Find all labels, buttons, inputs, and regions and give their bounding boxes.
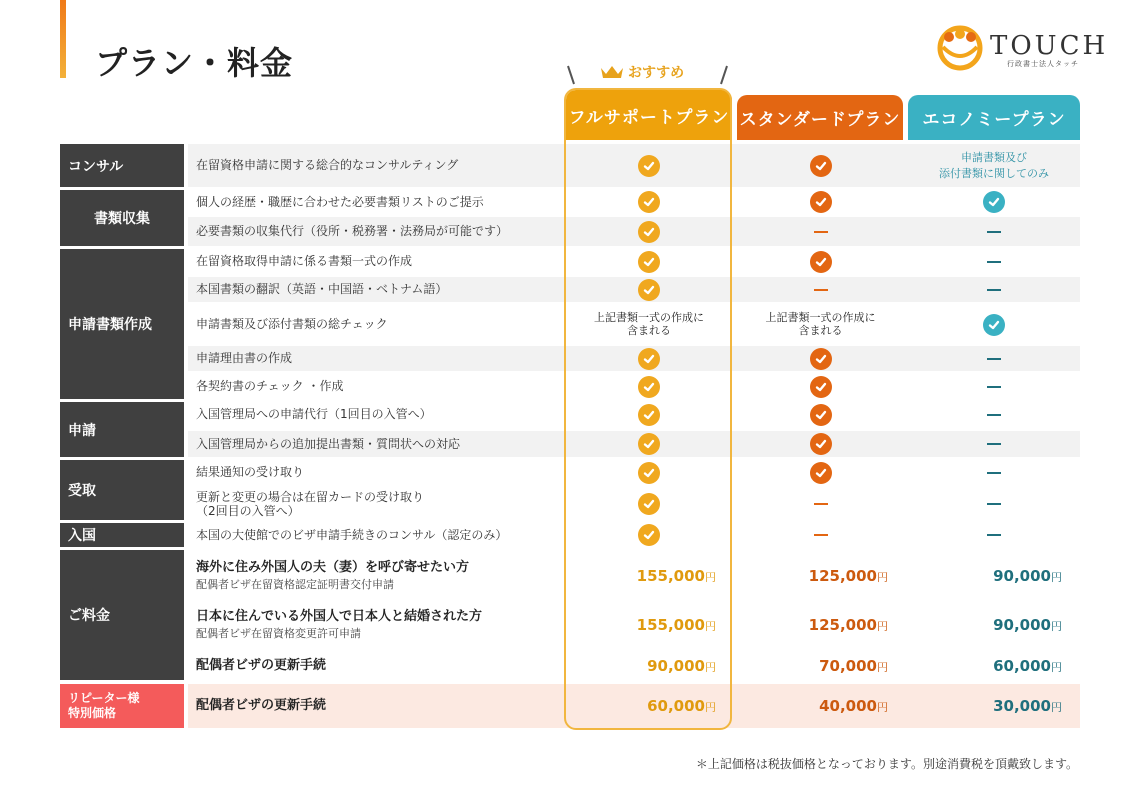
fee-row <box>188 602 1080 647</box>
cell-eco <box>908 431 1080 457</box>
cell-std <box>735 249 906 274</box>
cell-full <box>564 374 734 399</box>
dash-icon <box>987 231 1001 233</box>
price-eco <box>908 697 1080 715</box>
price-value: 30,000 <box>993 697 1051 715</box>
table-row <box>188 402 1080 427</box>
cell-full <box>564 431 734 457</box>
price-value: 60,000 <box>647 697 705 715</box>
plan-header-standard: スタンダードプラン <box>737 95 903 140</box>
price-value: 60,000 <box>993 657 1051 675</box>
cell-std <box>735 374 906 399</box>
table-row <box>188 431 1080 457</box>
touch-logo-icon <box>935 25 985 71</box>
price-std <box>735 567 906 585</box>
cell-std <box>735 190 906 214</box>
dash-icon <box>987 386 1001 388</box>
row-description: 入国管理局からの追加提出書類・質問状への対応 <box>196 436 461 451</box>
cell-std <box>735 305 906 344</box>
price-eco <box>908 657 1080 675</box>
price-value: 125,000 <box>808 566 877 585</box>
cell-std <box>735 431 906 457</box>
price-cell-std <box>735 602 906 647</box>
check-icon <box>638 493 660 515</box>
logo-subtitle: 行政書士法人タッチ <box>1007 60 1079 68</box>
cell-full <box>564 402 734 427</box>
page-title: プラン・料金 <box>95 44 294 82</box>
price-value: 155,000 <box>636 566 705 585</box>
check-icon <box>638 376 660 398</box>
cell-eco <box>908 217 1080 246</box>
check-icon <box>638 404 660 426</box>
row-description: 各契約書のチェック ・作成 <box>196 379 344 394</box>
logo <box>935 25 1109 75</box>
yen-unit: 円 <box>1051 619 1062 633</box>
crown-icon <box>599 64 625 80</box>
cell-eco <box>908 305 1080 344</box>
price-eco <box>908 616 1080 634</box>
table-row <box>188 374 1080 399</box>
plan-header-full-support: フルサポートプラン <box>566 90 732 140</box>
table-row <box>188 488 1080 520</box>
check-icon <box>810 462 832 484</box>
check-icon <box>638 524 660 546</box>
category-repeater-line2: 特別価格 <box>68 706 117 720</box>
check-icon <box>638 433 660 455</box>
yen-unit: 円 <box>1051 701 1062 714</box>
cell-eco <box>908 249 1080 274</box>
check-icon <box>810 191 832 213</box>
row-description: 更新と変更の場合は在留カードの受け取り （2回目の入管へ） <box>196 489 425 518</box>
price-cell-eco <box>908 552 1080 599</box>
dash-icon <box>987 443 1001 445</box>
yen-unit: 円 <box>877 570 888 584</box>
yen-unit: 円 <box>705 570 716 584</box>
dash-icon <box>814 289 828 291</box>
check-icon <box>810 404 832 426</box>
cell-eco <box>908 523 1080 547</box>
row-description: 結果通知の受け取り <box>196 465 305 480</box>
title-accent-bar <box>60 0 66 78</box>
price-cell-full <box>564 552 734 599</box>
fee-title: 海外に住み外国人の夫（妻）を呼び寄せたい方 <box>196 560 470 576</box>
table-row <box>188 460 1080 485</box>
table-row <box>188 190 1080 214</box>
cell-full <box>564 190 734 214</box>
price-std <box>735 657 906 675</box>
price-full <box>564 616 734 634</box>
cell-full <box>564 277 734 302</box>
price-value: 125,000 <box>808 615 877 634</box>
price-cell-eco <box>908 684 1080 728</box>
price-cell-full <box>564 602 734 647</box>
plan-header-economy: エコノミープラン <box>908 95 1080 140</box>
fee-row <box>188 552 1080 599</box>
price-value: 70,000 <box>819 657 877 675</box>
cell-full <box>564 460 734 485</box>
cell-eco <box>908 144 1080 187</box>
table-row <box>188 144 1080 187</box>
fee-title: 配偶者ビザの更新手続 <box>196 658 327 674</box>
cell-std <box>735 488 906 520</box>
price-full <box>564 567 734 585</box>
category-docs: 書類収集 <box>60 190 184 246</box>
check-icon <box>638 155 660 177</box>
category-create: 申請書類作成 <box>60 249 184 399</box>
recommend-label: おすすめ <box>628 65 685 81</box>
cell-std <box>735 402 906 427</box>
row-description: 在留資格申請に関する総合的なコンサルティング <box>196 158 459 173</box>
category-repeater <box>60 684 184 728</box>
row-description: 在留資格取得申請に係る書類一式の作成 <box>196 254 413 269</box>
cell-eco <box>908 277 1080 302</box>
fee-row <box>188 684 1080 728</box>
yen-unit: 円 <box>877 661 888 674</box>
cell-full <box>564 523 734 547</box>
price-std <box>735 616 906 634</box>
check-icon <box>983 191 1005 213</box>
fee-description <box>196 684 556 728</box>
cell-full <box>564 488 734 520</box>
price-value: 90,000 <box>993 566 1051 585</box>
check-icon <box>810 433 832 455</box>
yen-unit: 円 <box>877 619 888 633</box>
price-full <box>564 697 734 715</box>
price-cell-eco <box>908 602 1080 647</box>
category-fee: ご料金 <box>60 550 184 680</box>
cell-std <box>735 523 906 547</box>
table-row <box>188 217 1080 246</box>
cell-eco <box>908 402 1080 427</box>
cell-std <box>735 346 906 371</box>
dash-icon <box>814 503 828 505</box>
price-std <box>735 697 906 715</box>
full-note: 上記書類一式の作成に 含まれる <box>594 310 704 337</box>
table-row <box>188 277 1080 302</box>
fee-description <box>196 552 556 599</box>
category-receive: 受取 <box>60 460 184 520</box>
yen-unit: 円 <box>877 701 888 714</box>
std-note: 上記書類一式の作成に 含まれる <box>765 310 876 337</box>
category-apply: 申請 <box>60 402 184 457</box>
cell-full <box>564 249 734 274</box>
cell-eco <box>908 190 1080 214</box>
category-consult: コンサル <box>60 144 184 187</box>
dash-icon <box>987 358 1001 360</box>
price-full <box>564 657 734 675</box>
row-description: 申請書類及び添付書類の総チェック <box>196 317 388 332</box>
cell-full <box>564 305 734 344</box>
cell-full <box>564 217 734 246</box>
row-description: 入国管理局への申請代行（1回目の入管へ） <box>196 407 432 422</box>
logo-name: TOUCH <box>990 31 1109 61</box>
price-cell-std <box>735 684 906 728</box>
price-value: 40,000 <box>819 697 877 715</box>
yen-unit: 円 <box>705 701 716 714</box>
price-cell-std <box>735 552 906 599</box>
check-icon <box>983 314 1005 336</box>
yen-unit: 円 <box>1051 570 1062 584</box>
table-row <box>188 249 1080 274</box>
cell-full <box>564 144 734 187</box>
check-icon <box>810 348 832 370</box>
category-entry: 入国 <box>60 523 184 547</box>
recommend-badge <box>565 58 730 88</box>
table-row <box>188 346 1080 371</box>
footnote: ＊上記価格は税抜価格となっております。別途消費税を頂戴致します。 <box>695 757 1078 771</box>
check-icon <box>638 251 660 273</box>
cell-std <box>735 144 906 187</box>
price-cell-full <box>564 684 734 728</box>
dash-icon <box>987 472 1001 474</box>
price-cell-eco <box>908 650 1080 682</box>
check-icon <box>638 348 660 370</box>
price-cell-full <box>564 650 734 682</box>
check-icon <box>810 376 832 398</box>
eco-note: 申請書類及び 添付書類に関してのみ <box>939 151 1049 180</box>
check-icon <box>638 279 660 301</box>
check-icon <box>638 462 660 484</box>
dash-icon <box>987 289 1001 291</box>
fee-row <box>188 650 1080 682</box>
check-icon <box>810 251 832 273</box>
table-row <box>188 523 1080 547</box>
row-description: 本国書類の翻訳（英語・中国語・ベトナム語） <box>196 282 448 297</box>
check-icon <box>810 155 832 177</box>
fee-description <box>196 602 556 647</box>
cell-eco <box>908 374 1080 399</box>
fee-title: 配偶者ビザの更新手続 <box>196 698 327 714</box>
row-description: 個人の経歴・職歴に合わせた必要書類リストのご提示 <box>196 194 484 209</box>
dash-icon <box>814 534 828 536</box>
price-eco <box>908 567 1080 585</box>
dash-icon <box>987 503 1001 505</box>
yen-unit: 円 <box>705 619 716 633</box>
yen-unit: 円 <box>1051 661 1062 674</box>
row-description: 本国の大使館でのビザ申請手続きのコンサル（認定のみ） <box>196 527 508 542</box>
category-repeater-line1: リピーター様 <box>68 691 140 705</box>
fee-title: 日本に住んでいる外国人で日本人と結婚された方 <box>196 609 483 625</box>
check-icon <box>638 221 660 243</box>
dash-icon <box>814 231 828 233</box>
price-value: 90,000 <box>647 657 705 675</box>
check-icon <box>638 191 660 213</box>
cell-eco <box>908 346 1080 371</box>
fee-subtitle: 配偶者ビザ在留資格変更許可申請 <box>196 626 361 640</box>
dash-icon <box>987 414 1001 416</box>
dash-icon <box>987 261 1001 263</box>
dash-icon <box>987 534 1001 536</box>
price-cell-std <box>735 650 906 682</box>
row-description: 必要書類の収集代行（役所・税務署・法務局が可能です） <box>196 224 509 239</box>
table-row <box>188 305 1080 344</box>
price-value: 155,000 <box>636 615 705 634</box>
cell-eco <box>908 460 1080 485</box>
cell-full <box>564 346 734 371</box>
cell-std <box>735 217 906 246</box>
row-description: 申請理由書の作成 <box>196 351 293 366</box>
cell-std <box>735 277 906 302</box>
cell-std <box>735 460 906 485</box>
fee-description <box>196 650 556 682</box>
fee-subtitle: 配偶者ビザ在留資格認定証明書交付申請 <box>196 577 394 591</box>
price-value: 90,000 <box>993 615 1051 634</box>
yen-unit: 円 <box>705 661 716 674</box>
cell-eco <box>908 488 1080 520</box>
